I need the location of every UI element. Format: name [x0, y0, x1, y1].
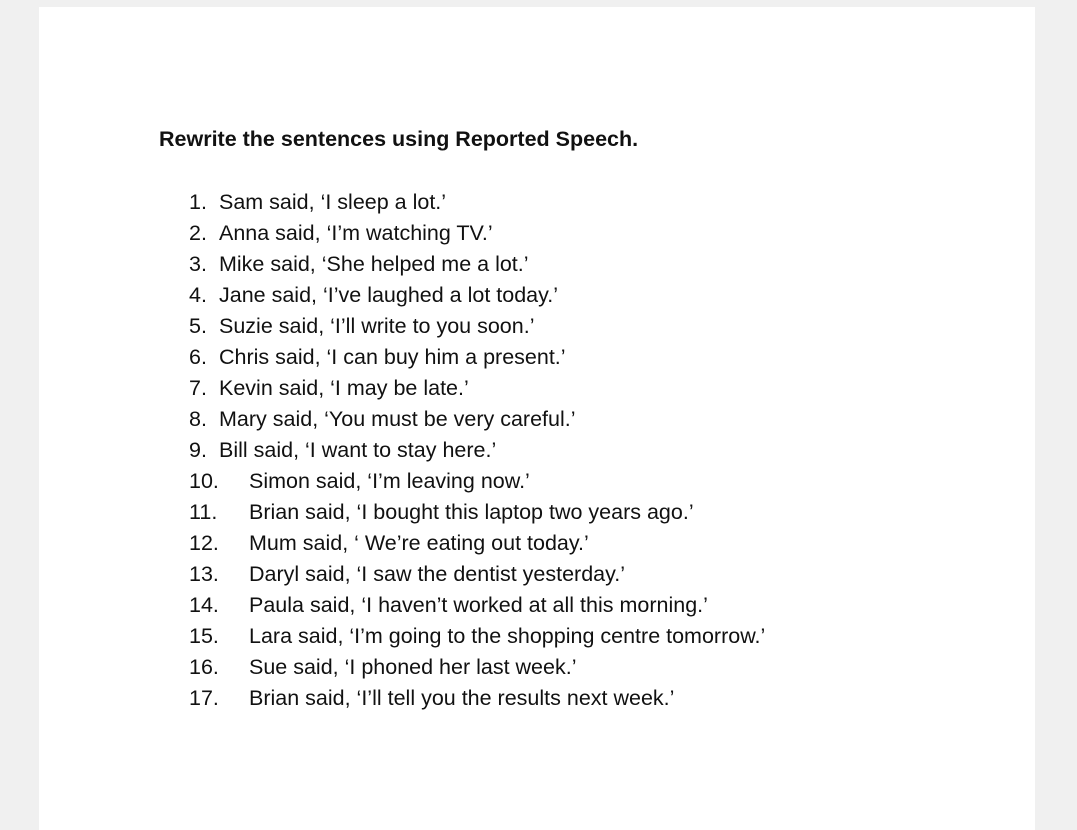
list-item — [189, 652, 765, 683]
list-item — [189, 280, 765, 311]
item-text: Jane said, ‘I’ve laughed a lot today.’ — [219, 283, 559, 307]
list-item — [189, 187, 765, 218]
item-text: Anna said, ‘I’m watching TV.’ — [219, 221, 493, 245]
list-item — [189, 683, 765, 714]
item-text: Mum said, ‘ We’re eating out today.’ — [249, 531, 589, 555]
item-number: 6. — [189, 345, 207, 369]
item-number: 3. — [189, 252, 207, 276]
item-number: 9. — [189, 438, 207, 462]
list-item — [189, 342, 765, 373]
item-number: 16. — [189, 655, 219, 679]
item-number: 12. — [189, 531, 219, 555]
item-text: Brian said, ‘I’ll tell you the results next week.’ — [249, 686, 675, 710]
item-text: Mary said, ‘You must be very careful.’ — [219, 407, 576, 431]
list-item — [189, 218, 765, 249]
item-text: Mike said, ‘She helped me a lot.’ — [219, 252, 529, 276]
item-number: 15. — [189, 624, 219, 648]
page-title: Rewrite the sentences using Reported Speech. — [159, 127, 639, 151]
item-text: Paula said, ‘I haven’t worked at all this morning.’ — [249, 593, 708, 617]
list-item — [189, 404, 765, 435]
item-text: Sue said, ‘I phoned her last week.’ — [249, 655, 577, 679]
list-item — [189, 466, 765, 497]
list-item — [189, 621, 765, 652]
item-number: 14. — [189, 593, 219, 617]
item-number: 13. — [189, 562, 219, 586]
item-text: Chris said, ‘I can buy him a present.’ — [219, 345, 566, 369]
list-item — [189, 528, 765, 559]
item-number: 11. — [189, 500, 218, 524]
item-text: Brian said, ‘I bought this laptop two years ago.’ — [249, 500, 694, 524]
list-item — [189, 435, 765, 466]
item-text: Sam said, ‘I sleep a lot.’ — [219, 190, 447, 214]
item-text: Lara said, ‘I’m going to the shopping centre tomorrow.’ — [249, 624, 766, 648]
list-item — [189, 559, 765, 590]
list-item — [189, 590, 765, 621]
item-number: 4. — [189, 283, 207, 307]
item-number: 5. — [189, 314, 207, 338]
item-number: 17. — [189, 686, 219, 710]
item-number: 1. — [189, 190, 207, 214]
list-item — [189, 249, 765, 280]
document-page — [39, 7, 1035, 830]
list-item — [189, 497, 765, 528]
item-text: Simon said, ‘I’m leaving now.’ — [249, 469, 530, 493]
item-text: Bill said, ‘I want to stay here.’ — [219, 438, 497, 462]
item-text: Kevin said, ‘I may be late.’ — [219, 376, 469, 400]
item-number: 2. — [189, 221, 207, 245]
item-number: 7. — [189, 376, 207, 400]
list-item — [189, 373, 765, 404]
item-number: 10. — [189, 469, 219, 493]
item-text: Suzie said, ‘I’ll write to you soon.’ — [219, 314, 535, 338]
item-number: 8. — [189, 407, 207, 431]
sentence-list — [189, 187, 765, 714]
item-text: Daryl said, ‘I saw the dentist yesterday.’ — [249, 562, 626, 586]
list-item — [189, 311, 765, 342]
